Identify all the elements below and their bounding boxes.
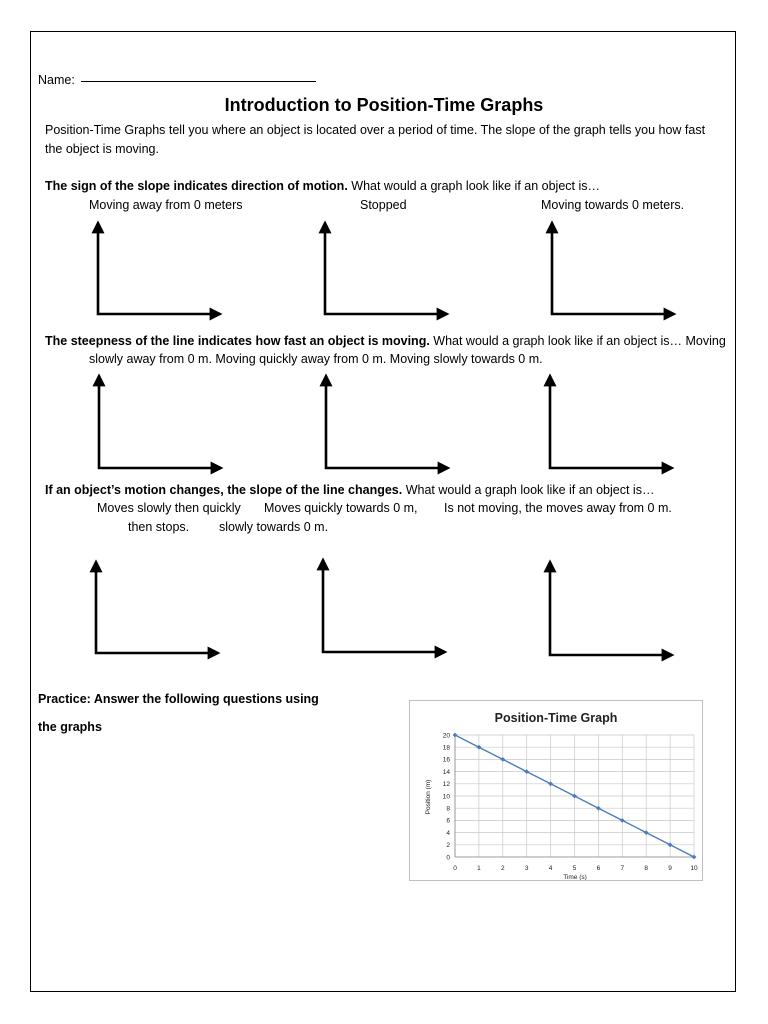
section1-label-stopped: Stopped (360, 198, 407, 212)
section3-label-2: Moves quickly towards 0 m, (264, 501, 418, 515)
y-tick-label: 8 (446, 805, 450, 813)
chart-title: Position-Time Graph (494, 711, 618, 725)
data-point (620, 818, 625, 823)
section2-labels: slowly away from 0 m. Moving quickly away from 0 m. Moving slowly towards 0 m. (89, 352, 543, 366)
data-point (692, 855, 697, 860)
axes-quick-then-slow-towards[interactable] (323, 560, 445, 652)
x-tick-label: 10 (690, 865, 698, 872)
practice-line-2: the graphs (38, 720, 102, 734)
position-time-chart (409, 700, 703, 881)
x-tick-label: 4 (548, 865, 553, 872)
section2-rest: What would a graph look like if an object is… Moving (429, 334, 726, 348)
data-point (453, 733, 458, 738)
section1-bold: The sign of the slope indicates direction of motion. (45, 179, 348, 193)
x-tick-label: 0 (453, 865, 457, 872)
name-label: Name: (38, 73, 75, 87)
x-tick-label: 5 (572, 865, 577, 872)
axes-towards-zero[interactable] (552, 223, 674, 314)
section1-rest: What would a graph look like if an object is… (347, 179, 601, 193)
x-tick-label: 3 (524, 865, 529, 872)
data-point (596, 806, 601, 811)
data-point (548, 781, 553, 786)
x-tick-label: 7 (620, 865, 625, 872)
chart-y-axis-label: Position (m) (425, 779, 432, 815)
axes-quickly-away[interactable] (326, 376, 448, 468)
axes-slowly-towards[interactable] (550, 376, 672, 468)
data-point (644, 830, 649, 835)
data-point (668, 842, 673, 847)
x-tick-label: 2 (500, 865, 505, 872)
y-tick-label: 14 (442, 768, 450, 776)
section3-label-2-cont: slowly towards 0 m. (219, 520, 329, 534)
section2-bold: The steepness of the line indicates how fast an object is moving. (45, 334, 430, 348)
data-point (500, 757, 505, 762)
data-point (477, 745, 482, 750)
y-tick-label: 0 (446, 854, 450, 862)
axes-stopped[interactable] (325, 223, 447, 314)
y-tick-label: 16 (442, 756, 450, 764)
axes-away-from-zero[interactable] (98, 223, 220, 314)
intro-text-line-2: the object is moving. (45, 142, 159, 156)
x-tick-label: 1 (477, 865, 481, 872)
x-tick-label: 8 (644, 865, 649, 872)
y-tick-label: 18 (442, 744, 450, 752)
chart-x-axis-label: Time (s) (563, 874, 587, 880)
axes-slow-then-quick-then-stop[interactable] (96, 562, 218, 653)
practice-line-1: Practice: Answer the following questions using (38, 692, 319, 706)
y-tick-label: 12 (442, 781, 450, 789)
axes-slowly-away[interactable] (99, 376, 221, 468)
section3-label-1-cont: then stops. (128, 520, 190, 534)
x-tick-label: 9 (668, 865, 672, 872)
section1-label-away: Moving away from 0 meters (89, 198, 243, 212)
page-title: Introduction to Position-Time Graphs (224, 95, 544, 115)
section3-label-3: Is not moving, the moves away from 0 m. (444, 501, 672, 515)
axes-stopped-then-away[interactable] (550, 562, 672, 655)
y-tick-label: 4 (446, 829, 450, 837)
y-tick-label: 20 (442, 732, 450, 740)
section3-label-1: Moves slowly then quickly (97, 501, 241, 515)
section1-label-towards: Moving towards 0 meters. (541, 198, 685, 212)
y-tick-label: 6 (446, 817, 450, 825)
section3-bold: If an object’s motion changes, the slope of the line changes. (45, 483, 403, 497)
x-tick-label: 6 (596, 865, 601, 872)
chart-svg (410, 701, 702, 880)
data-point (572, 794, 577, 799)
section3-rest: What would a graph look like if an object is… (402, 483, 655, 497)
data-point (524, 769, 529, 774)
intro-text-line-1: Position-Time Graphs tell you where an object is located over a period of time. The slope of the graph tells you how fast (45, 123, 706, 137)
y-tick-label: 10 (442, 793, 450, 801)
y-tick-label: 2 (446, 842, 450, 850)
